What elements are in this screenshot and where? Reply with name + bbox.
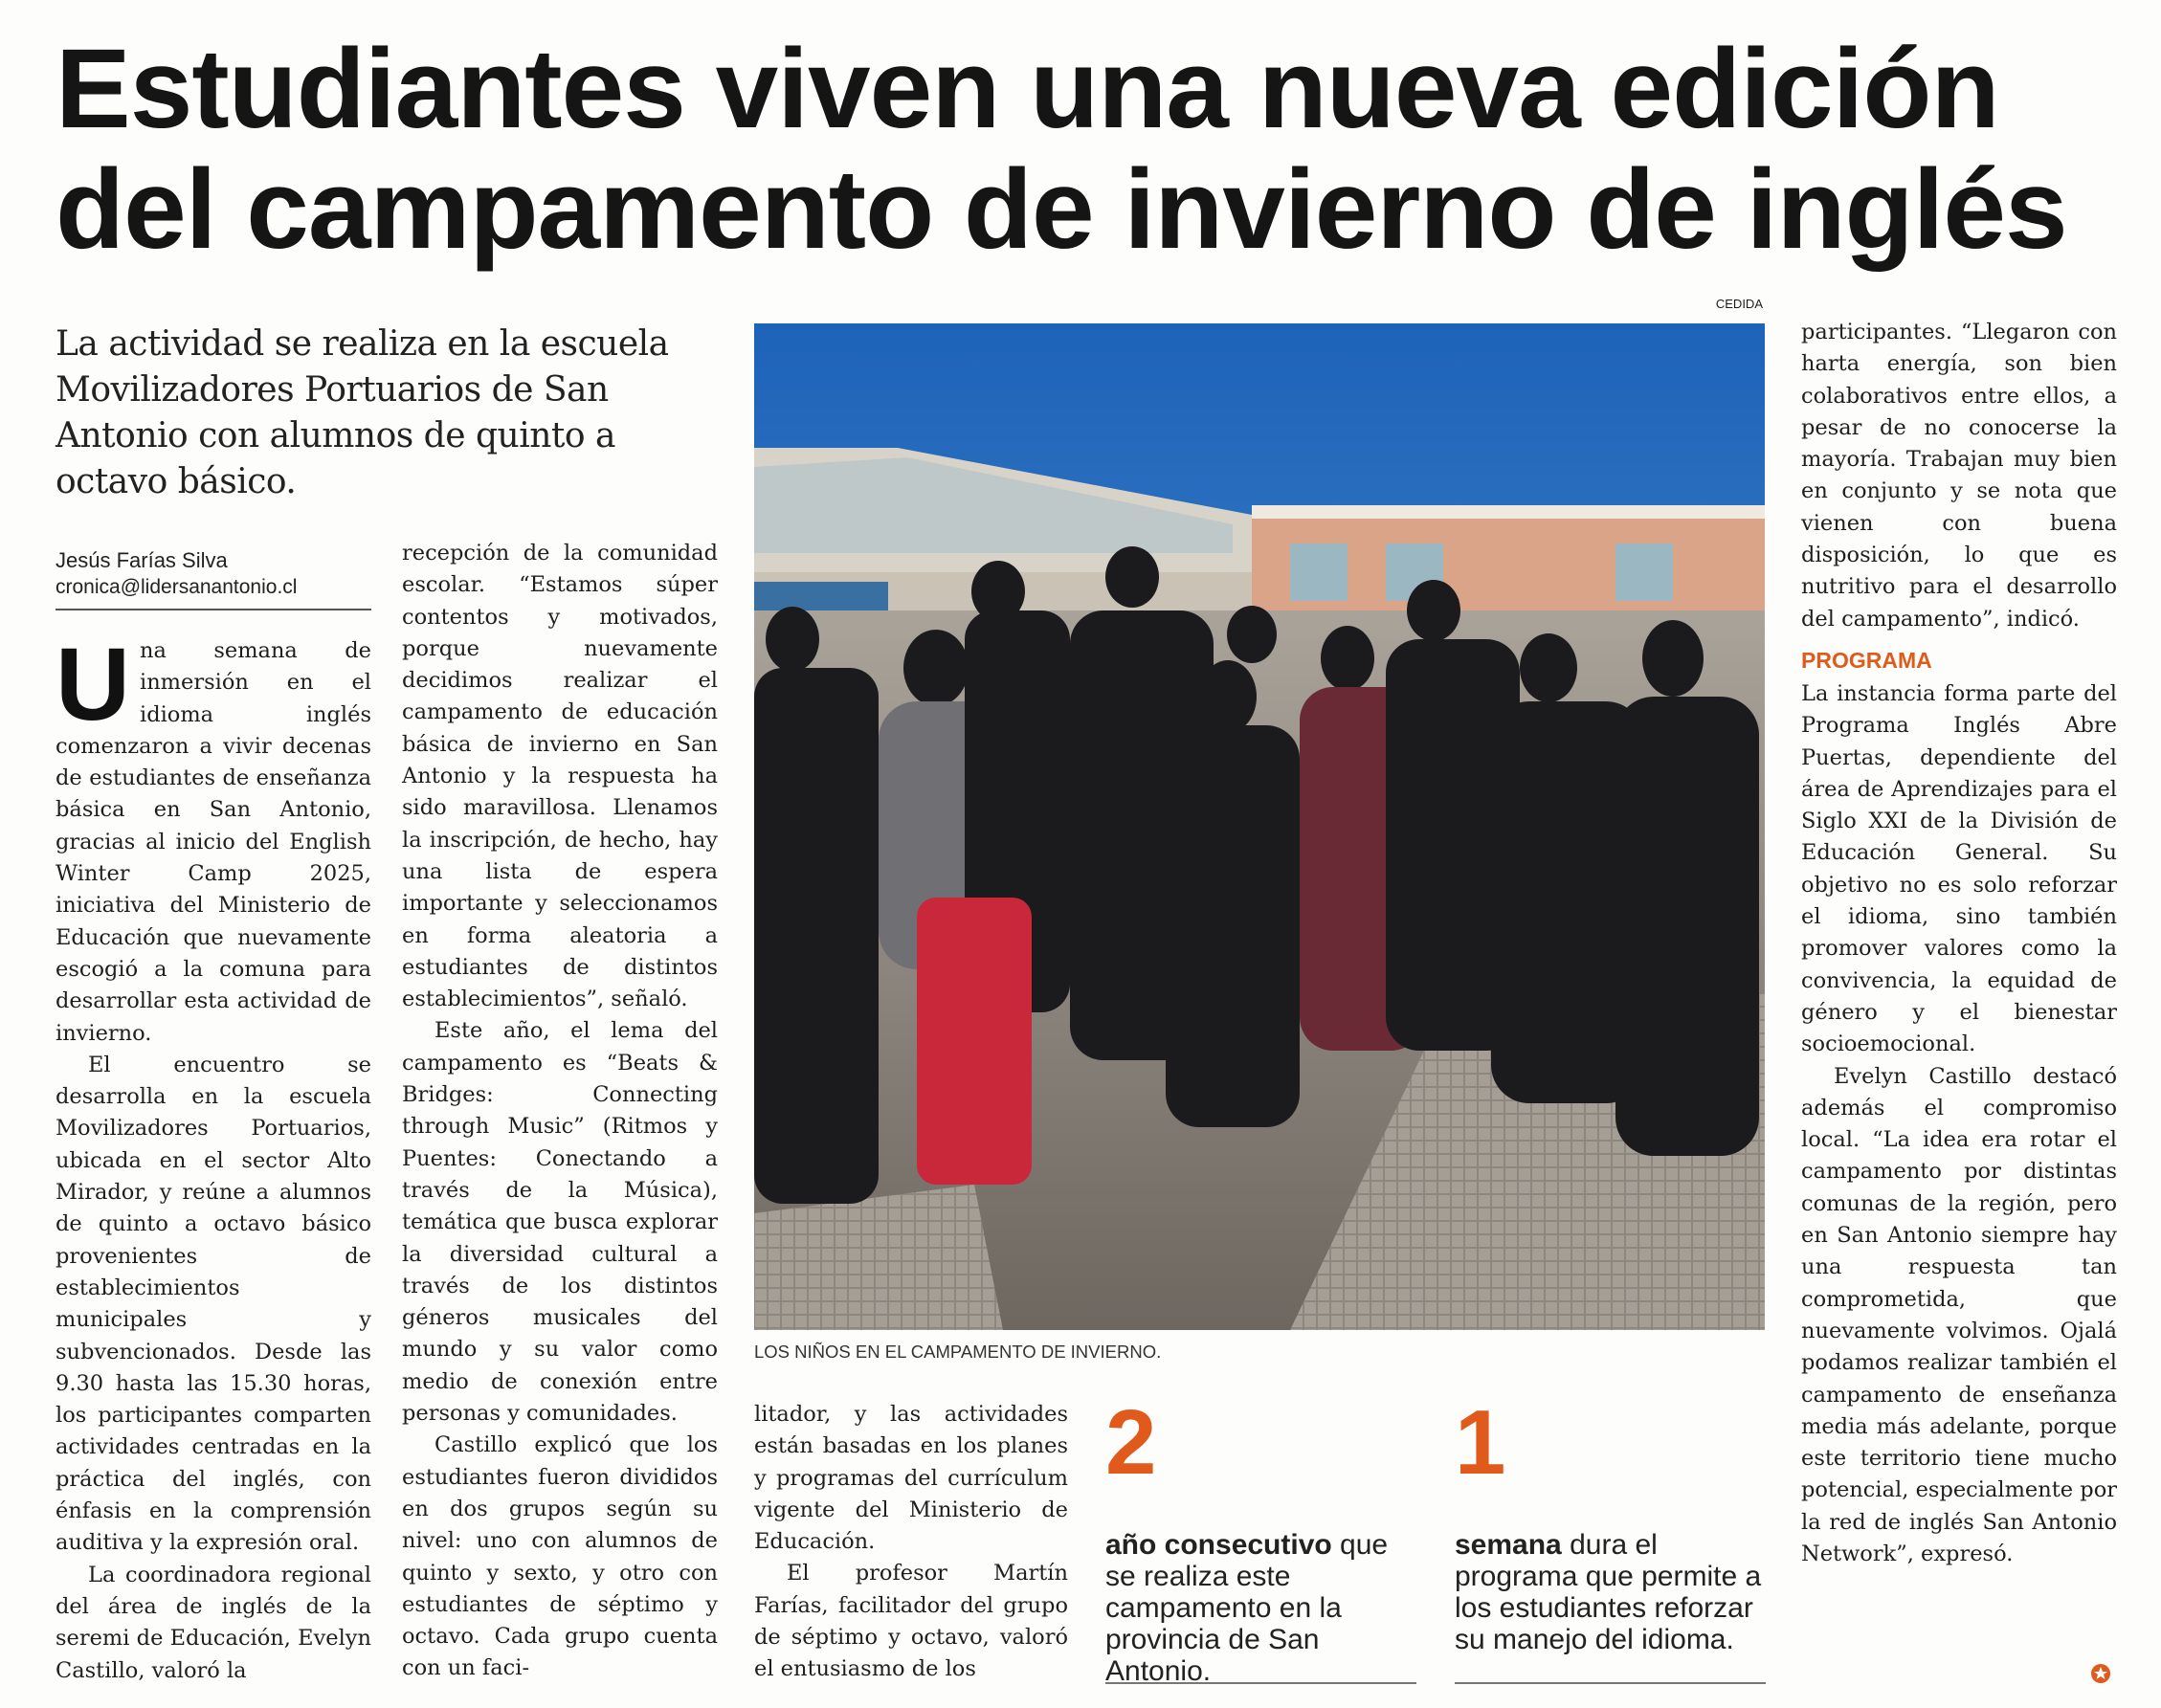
body-column-1 xyxy=(56,626,371,1687)
section-subhead: PROGRAMA xyxy=(1801,647,1932,673)
author-name: Jesús Farías Silva xyxy=(56,548,228,572)
stat-rule xyxy=(1455,1682,1766,1684)
end-of-article-icon xyxy=(2090,1663,2111,1684)
byline xyxy=(56,547,371,610)
paragraph: La instancia forma parte del Programa Inglés Abre Puertas, dependiente del área de Aprendizajes para el Siglo XXI de la División de Educación General. Su objetivo no es solo reforzar el idioma, sino también promover valores como la convivencia, la equidad de género y el bienestar socioemocional. xyxy=(1801,680,2117,1057)
paragraph: participantes. “Llegaron con harta energía, son bien colaborativos entre ellos, a pesar de no conocerse la mayoría. Trabajan muy bien en conjunto y se nota que vienen con buena disposición, lo que es nutritivo para el desarrollo del campamento”, indicó. xyxy=(1801,320,2117,632)
headline-line-1: Estudiantes viven una nueva edición xyxy=(56,26,1999,152)
stat-number: 2 xyxy=(1105,1391,1157,1494)
stat-number: 1 xyxy=(1455,1391,1506,1494)
body-column-2 xyxy=(402,538,718,1685)
headline xyxy=(56,26,2113,273)
paragraph: El encuentro se desarrolla en la escuela Movilizadores Portuarios, ubicada en el sector Alto Mirador, y reúne a alumnos de quinto a octavo básico provenientes de establecimientos municipales y subvencionados. Desde las 9.30 hasta las 15.30 horas, los participantes comparten actividades centradas en la práctica del inglés, con énfasis en la comprensión auditiva y la expresión oral. xyxy=(56,1052,371,1556)
dropcap: U xyxy=(56,626,130,742)
paragraph: La coordinadora regional del área de inglés de la seremi de Educación, Evelyn Castillo, valoró la xyxy=(56,1562,371,1683)
stat-description: dura el programa que permite a los estudiantes reforzar su manejo del idioma. xyxy=(1455,1529,1762,1655)
paragraph-text: na semana de inmersión en el idioma inglés comenzaron a vivir decenas de estudiantes de enseñanza básica en San Antonio, gracias al inicio del English Winter Camp 2025, iniciativa del Ministerio de Educación que nuevamente escogió a la comuna para desarrollar esta actividad de invierno. xyxy=(56,638,371,1046)
stat-box-one-week xyxy=(1455,1391,1766,1655)
stat-description: que se realiza este campamento en la provincia de San Antonio. xyxy=(1105,1529,1389,1687)
paragraph: Castillo explicó que los estudiantes fueron divididos en dos grupos según su nivel: uno con alumnos de quinto y sexto, y otro con estudiantes de séptimo y octavo. Cada grupo cuenta con un faci- xyxy=(402,1432,718,1681)
article-deck: La actividad se realiza en la escuela Movilizadores Portuarios de San Antonio con alumnos de quinto a octavo básico. xyxy=(56,324,669,501)
stat-text xyxy=(1455,1529,1766,1655)
headline-line-2: del campamento de invierno de inglés xyxy=(56,146,2067,273)
stat-box-consecutive-year xyxy=(1105,1391,1416,1687)
paragraph: Este año, el lema del campamento es “Beats & Bridges: Connecting through Music” (Ritmos y Puentes: Conectando a través de la Música), temática que busca explorar la diversidad cultural a través de los distintos géneros musicales del mundo y su valor como medio de conexión entre personas y comunidades. xyxy=(402,1018,718,1427)
stat-text xyxy=(1105,1529,1416,1687)
paragraph xyxy=(56,626,371,1050)
body-column-3 xyxy=(754,1399,1068,1686)
photo-credit: CEDIDA xyxy=(1715,297,1763,311)
body-column-4 xyxy=(1801,317,2117,1570)
students-group-photo xyxy=(754,323,1765,1330)
stat-bold-text: año consecutivo xyxy=(1105,1529,1332,1561)
photo-caption: LOS NIÑOS EN EL CAMPAMENTO DE INVIERNO. xyxy=(754,1342,1162,1362)
paragraph: litador, y las actividades están basadas en los planes y programas del currículum vigente del Ministerio de Educación. xyxy=(754,1402,1068,1555)
article-photo xyxy=(754,323,1765,1330)
paragraph: recepción de la comunidad escolar. “Estamos súper contentos y motivados, porque nuevamente decidimos realizar el campamento de educación básica de invierno en San Antonio y la respuesta ha sido maravillosa. Llenamos la inscripción, de hecho, hay una lista de espera importante y seleccionamos en forma aleatoria a estudiantes de distintos establecimientos”, señaló. xyxy=(402,541,718,1012)
author-email: cronica@lidersanantonio.cl xyxy=(56,576,298,598)
paragraph: Evelyn Castillo destacó además el compromiso local. “La idea era rotar el campamento por distintas comunas de la región, pero en San Antonio siempre hay una respuesta tan comprometida, que nuevamente volvimos. Ojalá podamos realizar también el campamento de enseñanza media más adelante, porque este territorio tiene mucho potencial, especialmente por la red de inglés San Antonio Network”, expresó. xyxy=(1801,1063,2117,1566)
paragraph: El profesor Martín Farías, facilitador del grupo de séptimo y octavo, valoró el entusiasmo de los xyxy=(754,1561,1068,1682)
stat-rule xyxy=(1105,1682,1416,1684)
stat-bold-text: semana xyxy=(1455,1529,1562,1561)
